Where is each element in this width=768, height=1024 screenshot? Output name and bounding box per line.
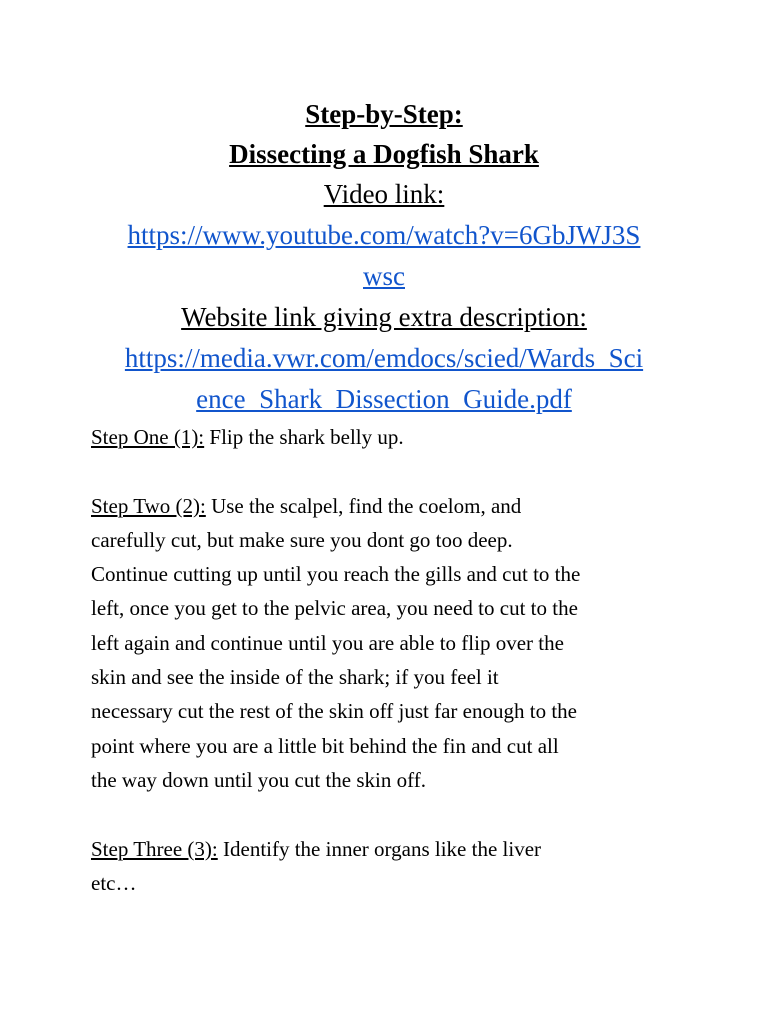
- step-three: [91, 832, 691, 901]
- step-text: left again and continue until you are able to flip over the: [91, 630, 564, 655]
- paragraph-spacer: [91, 454, 691, 488]
- video-link-continued[interactable]: [80, 256, 688, 297]
- step-line: [91, 832, 691, 866]
- step-label: Step One (1):: [91, 425, 205, 449]
- step-text: Use the scalpel, find the coelom, and: [205, 493, 522, 518]
- step-line: [91, 489, 691, 523]
- step-text: carefully cut, but make sure you dont go too deep.: [91, 527, 513, 552]
- website-link-part-1[interactable]: https://media.vwr.com/emdocs/scied/Wards_Sci: [124, 343, 644, 373]
- step-text: necessary cut the rest of the skin off just far enough to the: [91, 699, 577, 724]
- website-link-part-2[interactable]: ence_Shark_Dissection_Guide.pdf: [196, 384, 572, 414]
- website-link-label: Website link giving extra description:: [181, 302, 587, 332]
- step-text: skin and see the inside of the shark; if you feel it: [91, 665, 499, 690]
- video-link-part-2[interactable]: wsc: [363, 261, 405, 291]
- video-link-part-1[interactable]: https://www.youtube.com/watch?v=6GbJWJ3S: [127, 220, 641, 250]
- step-text: the way down until you cut the skin off.: [91, 767, 426, 792]
- step-text: point where you are a little bit behind the fin and cut all: [91, 733, 559, 758]
- step-text: Continue cutting up until you reach the gills and cut to the: [91, 562, 581, 587]
- document-title: Step-by-Step:: [305, 99, 463, 129]
- step-line: [91, 420, 691, 454]
- step-label: Step Two (2):: [91, 493, 206, 518]
- video-link-label: Video link:: [323, 179, 445, 209]
- paragraph-spacer: [91, 797, 691, 831]
- website-link[interactable]: [80, 338, 688, 379]
- document-header: [80, 94, 688, 420]
- website-link-continued[interactable]: [80, 379, 688, 420]
- step-text: etc…: [91, 870, 137, 895]
- step-label: Step Three (3):: [91, 836, 218, 861]
- document-subtitle: Dissecting a Dogfish Shark: [229, 139, 539, 169]
- step-text: left, once you get to the pelvic area, you need to cut to the: [91, 596, 578, 621]
- step-text: Identify the inner organs like the liver: [217, 836, 542, 861]
- video-link[interactable]: [80, 215, 688, 256]
- step-two: [91, 489, 691, 798]
- steps-list: [91, 420, 691, 900]
- step-one: [91, 420, 691, 454]
- step-text: Flip the shark belly up.: [204, 425, 404, 449]
